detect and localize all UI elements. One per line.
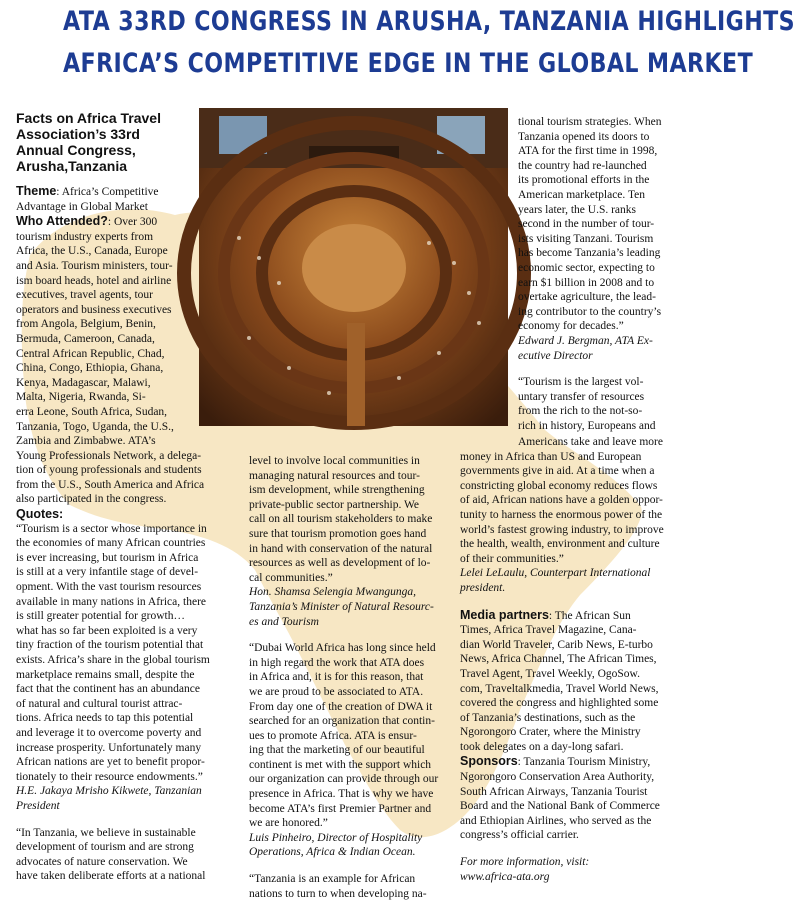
quote-bergman-start: “Tanzania is an example for African nations to turn to when developing na-	[249, 873, 427, 900]
quote-kikwete: “Tourism is a sector whose importance in the economies of many African countries is ever increasing, but tourism in Africa is still at a very infantile stage of devel- opment. With the vast tourism resources available in many nations in Africa, there is still greater potential for growth… what has so far been exploited is a very tiny fraction of the tourism potential that exists. Africa’s share in the global tourism marketplace remains small, despite the fact that the continent has an abundance of natural and cultural tourist attrac- tions. Africa needs to tap this potential and leverage it to overcome poverty and increase prosperity. Unfortunately many African nations are yet to benefit propor- tionately to their resource endowments.”	[16, 522, 210, 783]
who-attended-label: Who Attended?	[16, 214, 108, 229]
quote-lelaulu-start: “Tourism is the largest vol- untary transfer of resources from the rich to the not-so- rich in history, Europeans and	[518, 376, 656, 432]
more-info: For more information, visit: www.africa-ata.org	[460, 855, 692, 884]
quote-bergman-attribution: Edward J. Bergman, ATA Ex- ecutive Director	[518, 334, 653, 362]
quote-pinheiro-attribution: Luis Pinheiro, Director of Hospitality Operations, Africa & Indian Ocean.	[249, 831, 423, 859]
quote-mwangunga-continued: level to involve local communities in managing natural resources and tour- ism development, while strengthening private-public sector partnership. We call on all tourism stakeholders to make sure that tourism promotion goes hand in hand with conservation of the natural resources as well as development of lo- cal communities.”	[249, 455, 433, 584]
quote-lelaulu-continued: Americans take and leave more money in Africa than US and European governments give in aid. At a time when a constricting global economy reduces flows of aid, African nations have a golden oppor- tunity to harness the enormous power of the world’s fastest growing industry, to improve the health, wealth, environment and culture of their communities.”	[460, 436, 664, 565]
quote-mwangunga-attribution: Hon. Shamsa Selengia Mwangunga, Tanzania’s Minister of Natural Resourc- es and Tourism	[249, 586, 434, 628]
theme-paragraph: Theme: Africa’s Competitive Advantage in Global Market	[16, 184, 159, 213]
media-partners-label: Media partners	[460, 607, 549, 622]
quote-bergman-continued: tional tourism strategies. When Tanzania opened its doors to ATA for the first time in 1998, the country had re-launched its promotional efforts in the American marketplace. Ten years later, the U.S. ranks second in the number of tour- ists visiting Tanzani. Tourism has become Tanzania’s leading economic sector, expecting to earn $1 billion in 2008 and to overtake agriculture, the lead- ing contributor to the country’s economy for decades.”	[518, 116, 662, 333]
headline-line-2: AFRICA’S COMPETITIVE EDGE IN THE GLOBAL MARKET	[63, 48, 754, 79]
who-attended-paragraph: Who Attended?: Over 300 tourism industry experts from Africa, the U.S., Canada, Europe and Asia. Tourism ministers, tour- ism board heads, hotel and airline executives, travel agents, tour operators and business executives from Angola, Belgium, Benin, Bermuda, Cameroon, Canada, Central African Republic, Chad, China, Congo, Ethiopia, Ghana, Kenya, Madagascar, Malawi, Malta, Nigeria, Rwanda, Si- erra Leone, South Africa, Sudan, Tanzania, Togo, Uganda, the U.S., Zambia and Zimbabwe. ATA’s Young Professionals Network, a delega- tion of young professionals and students from the U.S., South America and Africa also participated in the congress.	[16, 214, 205, 506]
media-partners-paragraph: Media partners: The African Sun Times, Africa Travel Magazine, Cana- dian World Traveler, Carib News, E-turbo News, Africa Channel, The African Times, Travel Agent, Travel Weekly, OgoSow. com, Traveltalkmedia, Travel World News, covered the congress and highlighted some of Tanzania’s destinations, such as the Ngorongoro Crater, where the Ministry took delegates on a day-long safari.	[460, 607, 659, 753]
congress-hall-photo	[199, 108, 508, 426]
quote-pinheiro: “Dubai World Africa has long since held in high regard the work that ATA does in Africa and, it is for this reason, that we are proud to be associated to ATA. From day one of the creation of DWA it searched for an organization that contin- ues to promote Africa. ATA is ensur- ing that the marketing of our beautiful continent is met with the support which our organization can provide through our presence in Africa. That is why we have become ATA’s first Premier Partner and we are honored.”	[249, 642, 439, 830]
sponsors-paragraph: Sponsors: Tanzania Tourism Ministry, Ngorongoro Conservation Area Authority, South African Airways, Tanzania Tourist Board and the National Bank of Commerce and Ethiopian Airlines, who served as the congress’s official carrier.	[460, 754, 660, 842]
sponsors-label: Sponsors	[460, 754, 518, 769]
right-column-lower	[460, 435, 692, 884]
quotes-label: Quotes:	[16, 507, 64, 522]
middle-column	[249, 454, 461, 901]
facts-title: Facts on Africa Travel Association’s 33rd Annual Congress, Arusha,Tanzania	[16, 110, 161, 174]
quote-lelaulu-attribution: Lelei LeLaulu, Counterpart International president.	[460, 567, 651, 594]
website-link[interactable]: www.africa-ata.org	[460, 870, 550, 883]
right-column-upper	[518, 115, 690, 433]
quote-mwangunga-start: “In Tanzania, we believe in sustainable development of tourism and are strong advocates of nature conservation. We have taken deliberate efforts at a national	[16, 826, 206, 883]
headline-line-1: ATA 33RD CONGRESS IN ARUSHA, TANZANIA HIGHLIGHTS	[63, 6, 795, 37]
theme-label: Theme	[16, 184, 57, 198]
quote-kikwete-attribution: H.E. Jakaya Mrisho Kikwete, Tanzanian President	[16, 785, 202, 812]
